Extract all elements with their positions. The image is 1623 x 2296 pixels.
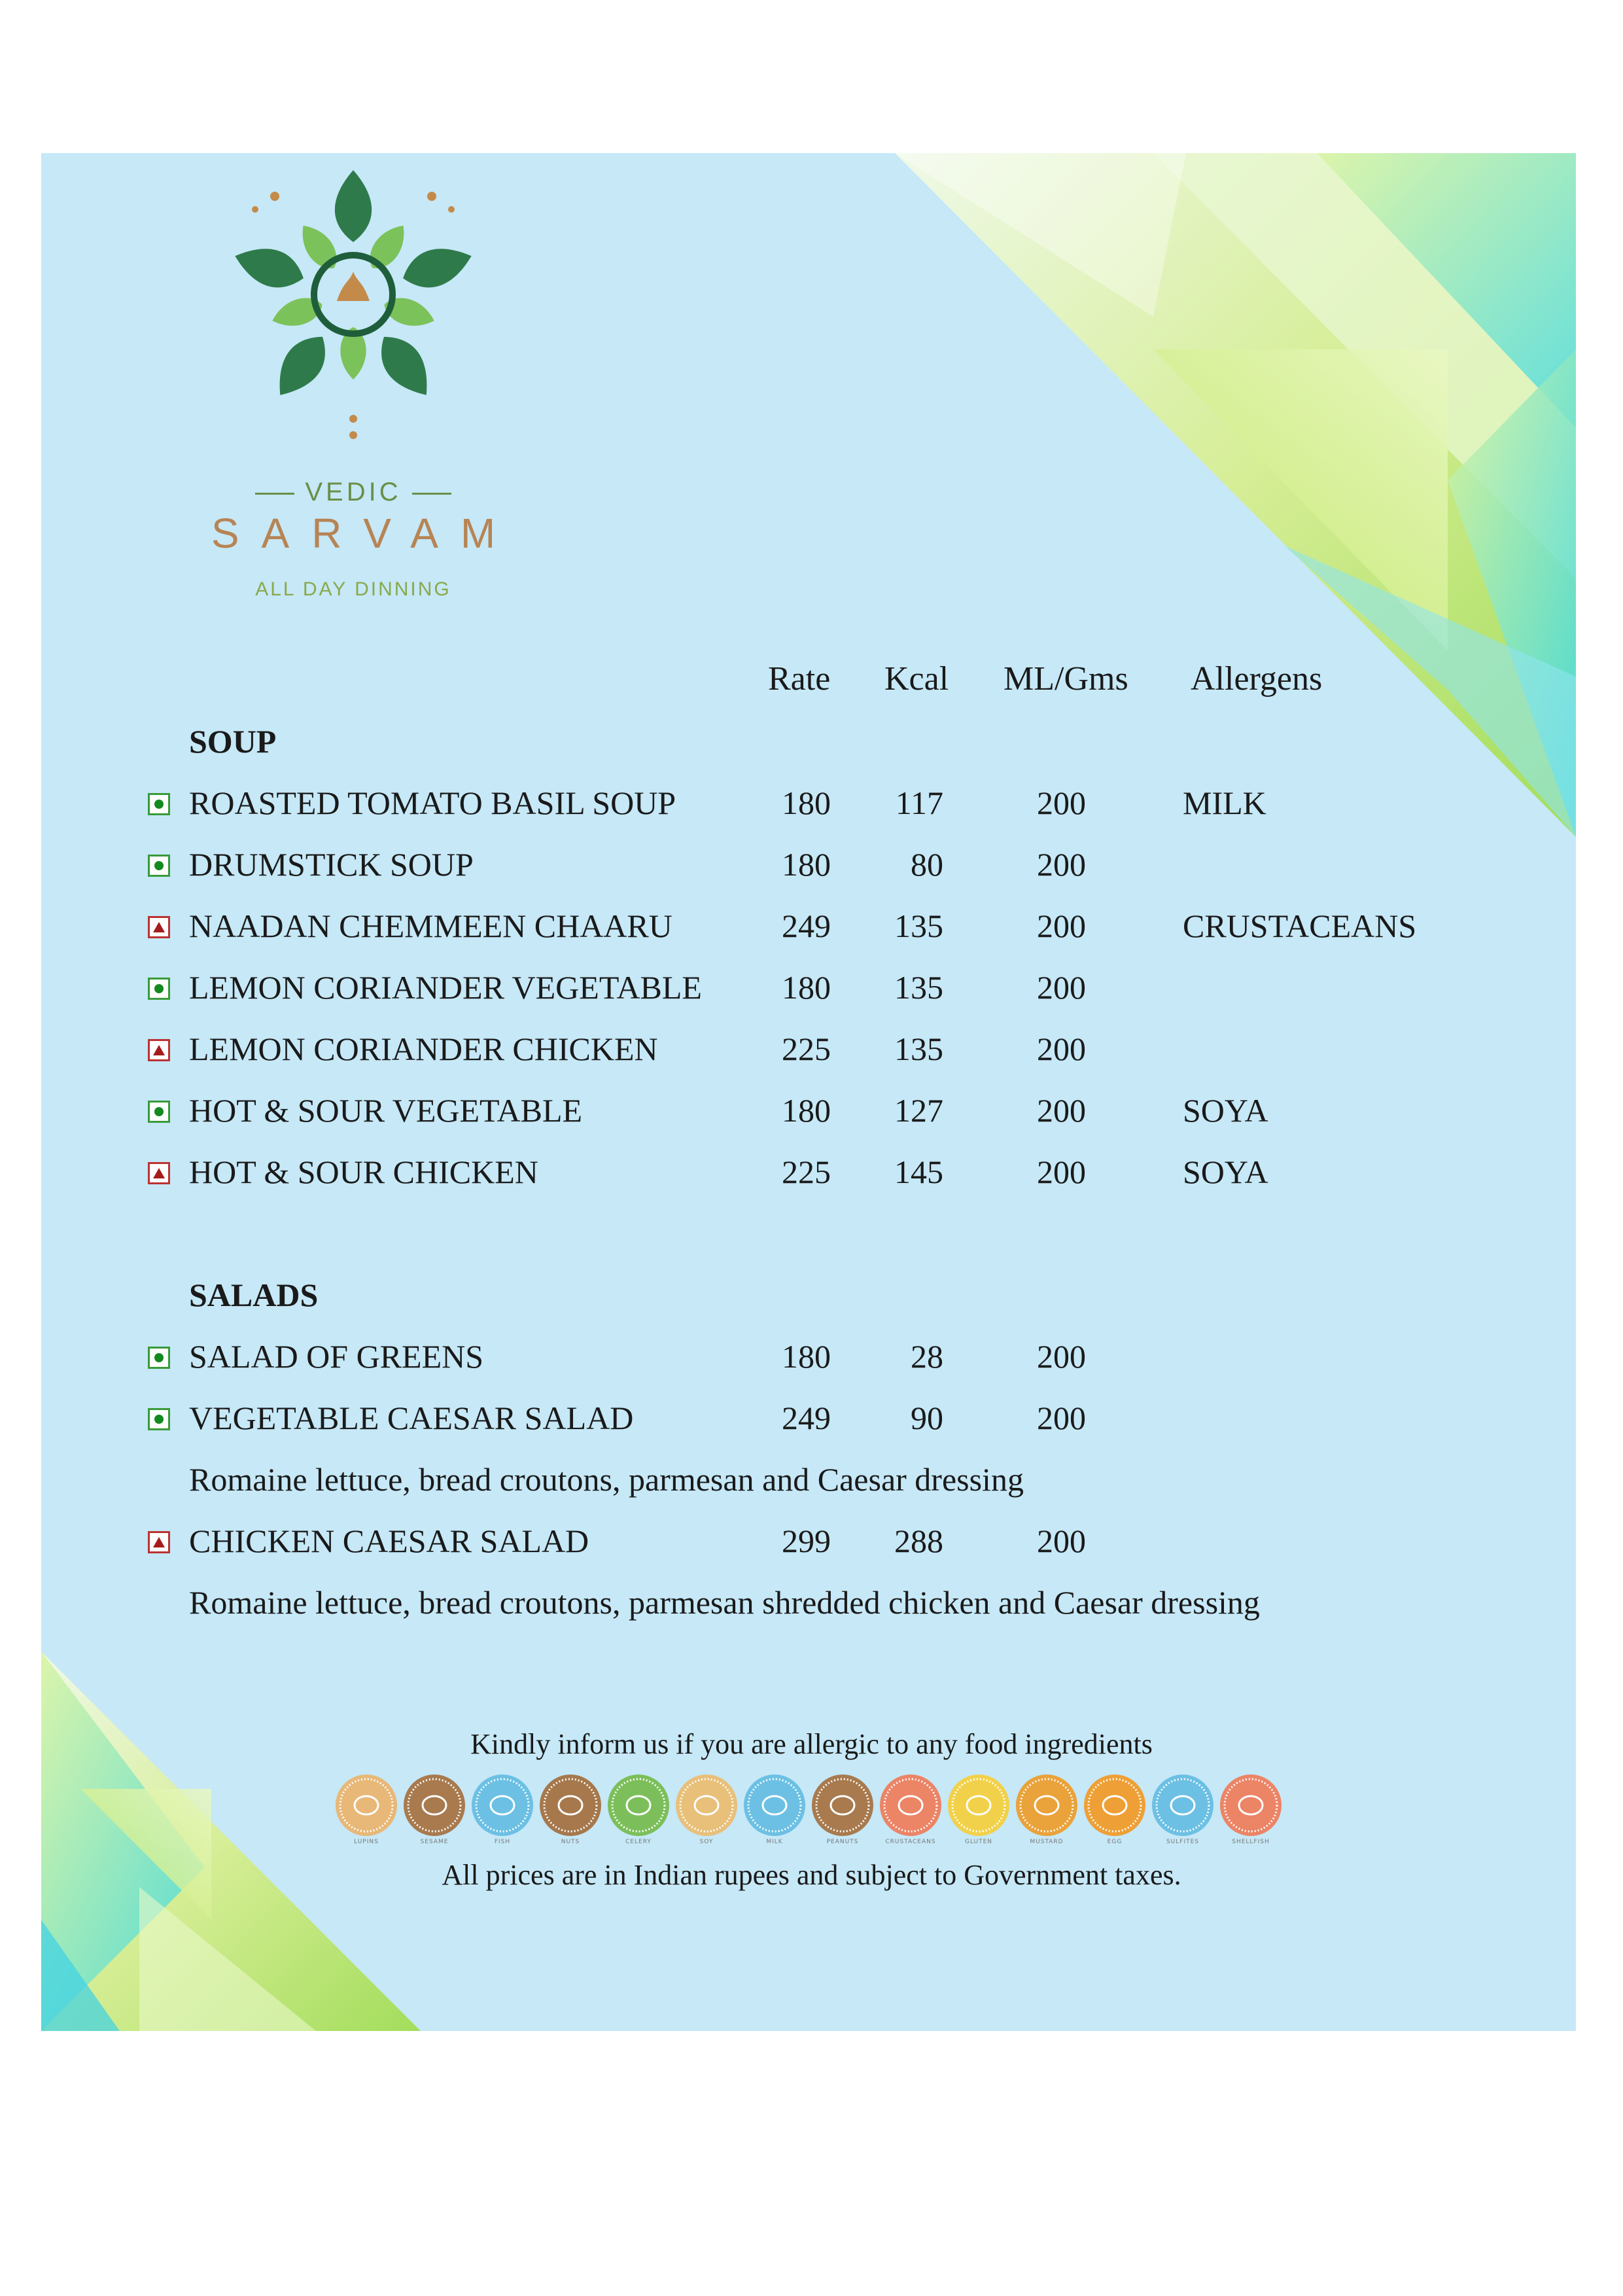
item-ml: 200 [1037,1092,1086,1129]
item-kcal: 288 [894,1523,943,1559]
item-name: SALAD OF GREENS [189,1338,484,1375]
item-kcal: 135 [894,908,943,944]
allergen-icon-label: SOY [699,1839,714,1845]
mustard-icon [1016,1775,1077,1845]
allergen-icon-label: SHELLFISH [1232,1839,1270,1845]
item-rate: 249 [782,1400,831,1436]
item-kcal: 80 [911,846,943,883]
item-rate: 225 [782,1031,831,1067]
item-name: CHICKEN CAESAR SALAD [189,1523,589,1559]
item-ml: 200 [1037,1031,1086,1067]
item-name: HOT & SOUR CHICKEN [189,1154,538,1190]
item-name: ROASTED TOMATO BASIL SOUP [189,785,676,821]
item-ml: 200 [1037,785,1086,821]
allergen-icon-strip [336,1775,1291,1853]
item-ml: 200 [1037,908,1086,944]
item-name: LEMON CORIANDER VEGETABLE [189,969,702,1006]
peanut-icon [812,1775,873,1845]
column-kcal: Kcal [884,660,949,698]
nonveg-indicator-icon [148,1039,170,1061]
celery-icon [608,1775,669,1845]
allergen-icon-label: EGG [1107,1839,1123,1845]
allergen-icon-label: MUSTARD [1030,1839,1064,1845]
column-ml-gms: ML/Gms [1003,660,1128,698]
item-ml: 200 [1037,1338,1086,1375]
item-rate: 299 [782,1523,831,1559]
item-allergen: MILK [1183,785,1266,821]
item-kcal: 28 [911,1338,943,1375]
item-ml: 200 [1037,1523,1086,1559]
item-rate: 180 [782,1092,831,1129]
item-kcal: 90 [911,1400,943,1436]
allergy-note: Kindly inform us if you are allergic to any food ingredients [470,1728,1153,1760]
allergen-icon-label: SESAME [420,1839,449,1845]
item-kcal: 135 [894,1031,943,1067]
crustacean-icon [880,1775,941,1845]
item-ml: 200 [1037,1154,1086,1190]
veg-indicator-icon [148,1101,170,1123]
menu-item-row [0,907,1623,953]
brand-name: SARVAM [211,510,518,557]
item-allergen: SOYA [1183,1154,1268,1190]
menu-item-row [0,845,1623,891]
item-ml: 200 [1037,1400,1086,1436]
gluten-icon [948,1775,1009,1845]
item-kcal: 135 [894,969,943,1006]
sesame-icon [404,1775,465,1845]
allergen-icon-label: PEANUTS [826,1839,859,1845]
shellfish-icon [1220,1775,1282,1845]
item-name: HOT & SOUR VEGETABLE [189,1092,583,1129]
nonveg-indicator-icon [148,916,170,938]
menu-item-row [0,1091,1623,1137]
item-rate: 180 [782,785,831,821]
allergen-icon-label: SULFITES [1166,1839,1200,1845]
menu-item-row [0,1153,1623,1199]
sulfite-icon [1152,1775,1213,1845]
menu-item-row [0,968,1623,1014]
section-title-soup: SOUP [189,723,277,760]
item-rate: 225 [782,1154,831,1190]
item-ml: 200 [1037,846,1086,883]
allergen-icon-label: MILK [766,1839,783,1845]
menu-item-row [0,1030,1623,1076]
section-title-salads: SALADS [189,1277,319,1313]
item-allergen: SOYA [1183,1092,1268,1129]
item-rate: 180 [782,846,831,883]
allergen-icon-label: FISH [494,1839,511,1845]
egg-icon [1084,1775,1145,1845]
column-rate: Rate [768,660,831,698]
column-allergens: Allergens [1191,660,1323,698]
item-kcal: 145 [894,1154,943,1190]
item-kcal: 117 [895,785,943,821]
item-kcal: 127 [894,1092,943,1129]
item-name: NAADAN CHEMMEEN CHAARU [189,908,672,944]
nonveg-indicator-icon [148,1531,170,1553]
lupin-icon [336,1775,397,1845]
allergen-icon-label: LUPINS [354,1839,379,1845]
soy-icon [676,1775,737,1845]
nut-icon [540,1775,601,1845]
item-rate: 180 [782,1338,831,1375]
brand-logo [170,137,536,609]
allergen-icon-label: NUTS [561,1839,580,1845]
lotus-leaf-icon [222,137,484,451]
item-description: Romaine lettuce, bread croutons, parmesan shredded chicken and Caesar dressing [189,1584,1260,1621]
brand-tagline: ALL DAY DINNING [255,578,451,600]
nonveg-indicator-icon [148,1162,170,1184]
fish-icon [472,1775,533,1845]
veg-indicator-icon [148,1408,170,1430]
item-name: DRUMSTICK SOUP [189,846,474,883]
menu-item-row [0,1399,1623,1445]
item-rate: 180 [782,969,831,1006]
milk-icon [744,1775,805,1845]
menu-item-row [0,1522,1623,1568]
brand-subtitle: VEDIC [170,478,536,507]
veg-indicator-icon [148,793,170,815]
menu-item-row [0,1337,1623,1383]
item-rate: 249 [782,908,831,944]
item-name: LEMON CORIANDER CHICKEN [189,1031,658,1067]
veg-indicator-icon [148,1347,170,1369]
item-description: Romaine lettuce, bread croutons, parmesan and Caesar dressing [189,1461,1024,1498]
allergen-icon-label: GLUTEN [964,1839,993,1845]
menu-item-row [0,784,1623,830]
veg-indicator-icon [148,978,170,1000]
item-allergen: CRUSTACEANS [1183,908,1417,944]
allergen-icon-label: CRUSTACEANS [885,1839,936,1845]
veg-indicator-icon [148,855,170,877]
item-name: VEGETABLE CAESAR SALAD [189,1400,634,1436]
allergen-icon-label: CELERY [625,1839,652,1845]
item-ml: 200 [1037,969,1086,1006]
price-note: All prices are in Indian rupees and subject to Government taxes. [442,1859,1181,1891]
